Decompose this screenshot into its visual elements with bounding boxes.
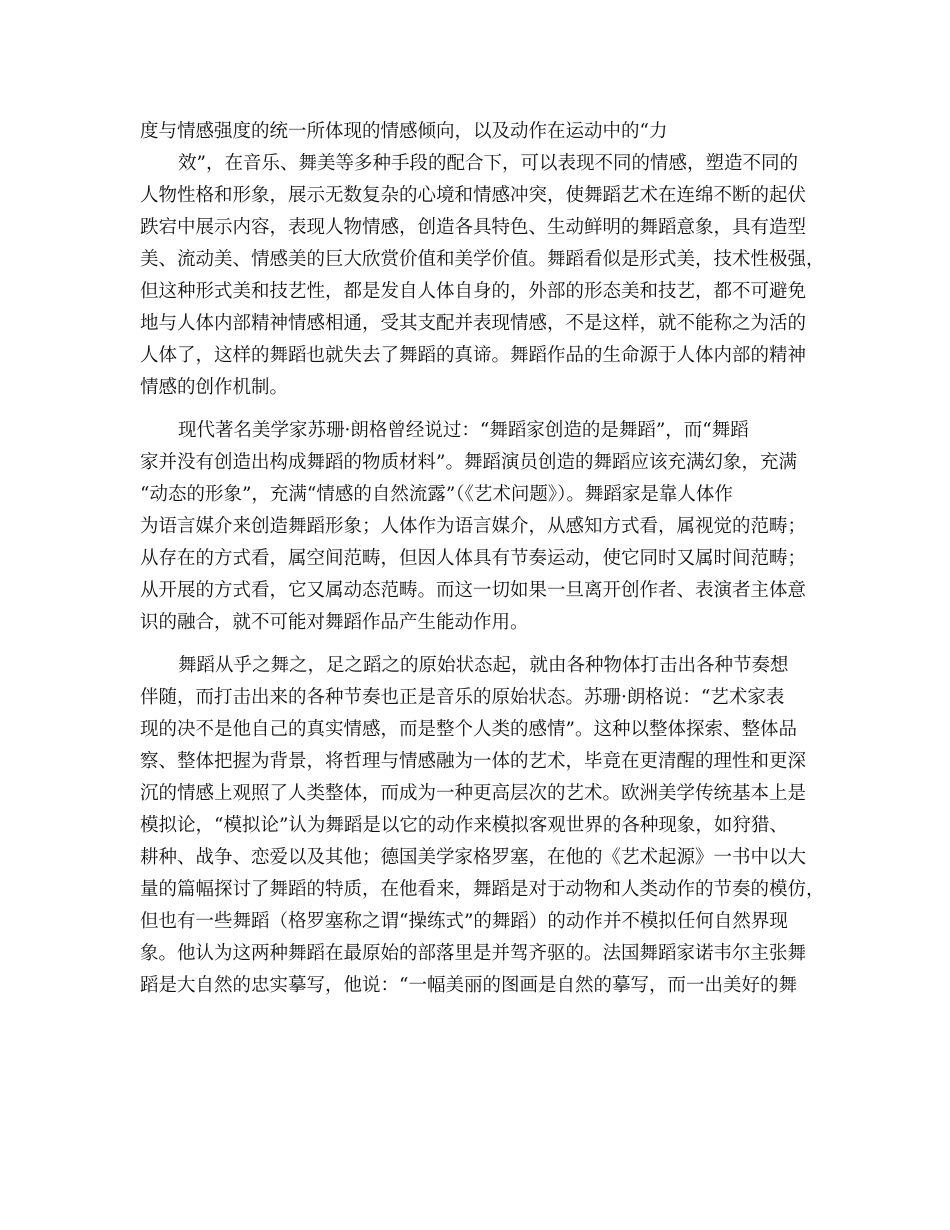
paragraph-gap [140,639,815,650]
text-line: 耕种、战争、恋爱以及其他；德国美学家格罗塞，在他的《艺术起源》一书中以大 [140,847,807,868]
text-line: “动态的形象”，充满“情感的自然流露”（《艺术问题》）。舞蹈家是靠人体作 [140,484,733,505]
paragraph-3 [140,650,825,1002]
text-line: 情感的创作机制。 [140,377,289,398]
text-line: 从存在的方式看，属空间范畴，但因人体具有节奏运动，使它同时又属时间范畴； [140,548,807,569]
text-line: 从开展的方式看，它又属动态范畴。而这一切如果一旦离开创作者、表演者主体意 [140,580,807,601]
paragraph-2 [140,415,815,639]
text-line: 现的决不是他自己的真实情感，而是整个人类的感情”。这种以整体探索、整体品 [140,719,797,740]
text-line: 美、流动美、情感美的巨大欣赏价值和美学价值。舞蹈看似是形式美，技术性极强， [140,249,825,270]
text-line: 象。他认为这两种舞蹈在最原始的部落里是并驾齐驱的。法国舞蹈家诺韦尔主张舞 [140,943,807,964]
text-line: 伴随，而打击出来的各种节奏也正是音乐的原始状态。苏珊·朗格说：“艺术家表 [140,687,785,708]
text-line: 地与人体内部精神情感相通，受其支配并表现情感，不是这样，就不能称之为活的 [140,313,807,334]
text-line: 量的篇幅探讨了舞蹈的特质，在他看来，舞蹈是对于动物和人类动作的节奏的模仿， [140,879,825,900]
text-line: 家并没有创造出构成舞蹈的物质材料”。舞蹈演员创造的舞蹈应该充满幻象，充满 [140,452,797,473]
text-line: 蹈是大自然的忠实摹写，他说：“一幅美丽的图画是自然的摹写，而一出美好的舞 [140,975,797,996]
text-line: 人体了，这样的舞蹈也就失去了舞蹈的真谛。舞蹈作品的生命源于人体内部的精神 [140,345,807,366]
text-line: 但也有一些舞蹈（格罗塞称之谓“操练式”的舞蹈）的动作并不模拟任何自然界现 [140,911,788,932]
text-line: 为语言媒介来创造舞蹈形象；人体作为语言媒介，从感知方式看，属视觉的范畴； [140,516,807,537]
text-line: 人物性格和形象，展示无数复杂的心境和情感冲突，使舞蹈艺术在连绵不断的起伏 [140,185,807,206]
text-line: 现代著名美学家苏珊·朗格曾经说过：“舞蹈家创造的是舞蹈”，而“舞蹈 [178,420,749,441]
document-body [140,116,825,1002]
text-line: 沉的情感上观照了人类整体，而成为一种更高层次的艺术。欧洲美学传统基本上是 [140,783,807,804]
text-line: 跌宕中展示内容，表现人物情感，创造各具特色、生动鲜明的舞蹈意象，具有造型 [140,217,807,238]
text-line: 模拟论，“模拟论”认为舞蹈是以它的动作来模拟客观世界的各种现象，如狩猎、 [140,815,788,836]
text-line: 但这种形式美和技艺性，都是发自人体自身的，外部的形态美和技艺，都不可避免 [140,281,807,302]
paragraph-continuation [140,116,815,148]
text-line: 识的融合，就不可能对舞蹈作品产生能动作用。 [140,612,529,633]
text-line: 度与情感强度的统一所体现的情感倾向，以及动作在运动中的“力 [140,121,668,142]
text-line: 效”，在音乐、舞美等多种手段的配合下，可以表现不同的情感，塑造不同的 [178,153,798,174]
text-line: 察、整体把握为背景，将哲理与情感融为一体的艺术，毕竟在更清醒的理性和更深 [140,751,807,772]
text-line: 舞蹈从乎之舞之，足之蹈之的原始状态起，就由各种物体打击出各种节奏想 [178,655,789,676]
paragraph-gap [140,404,815,415]
paragraph-1 [140,148,825,404]
